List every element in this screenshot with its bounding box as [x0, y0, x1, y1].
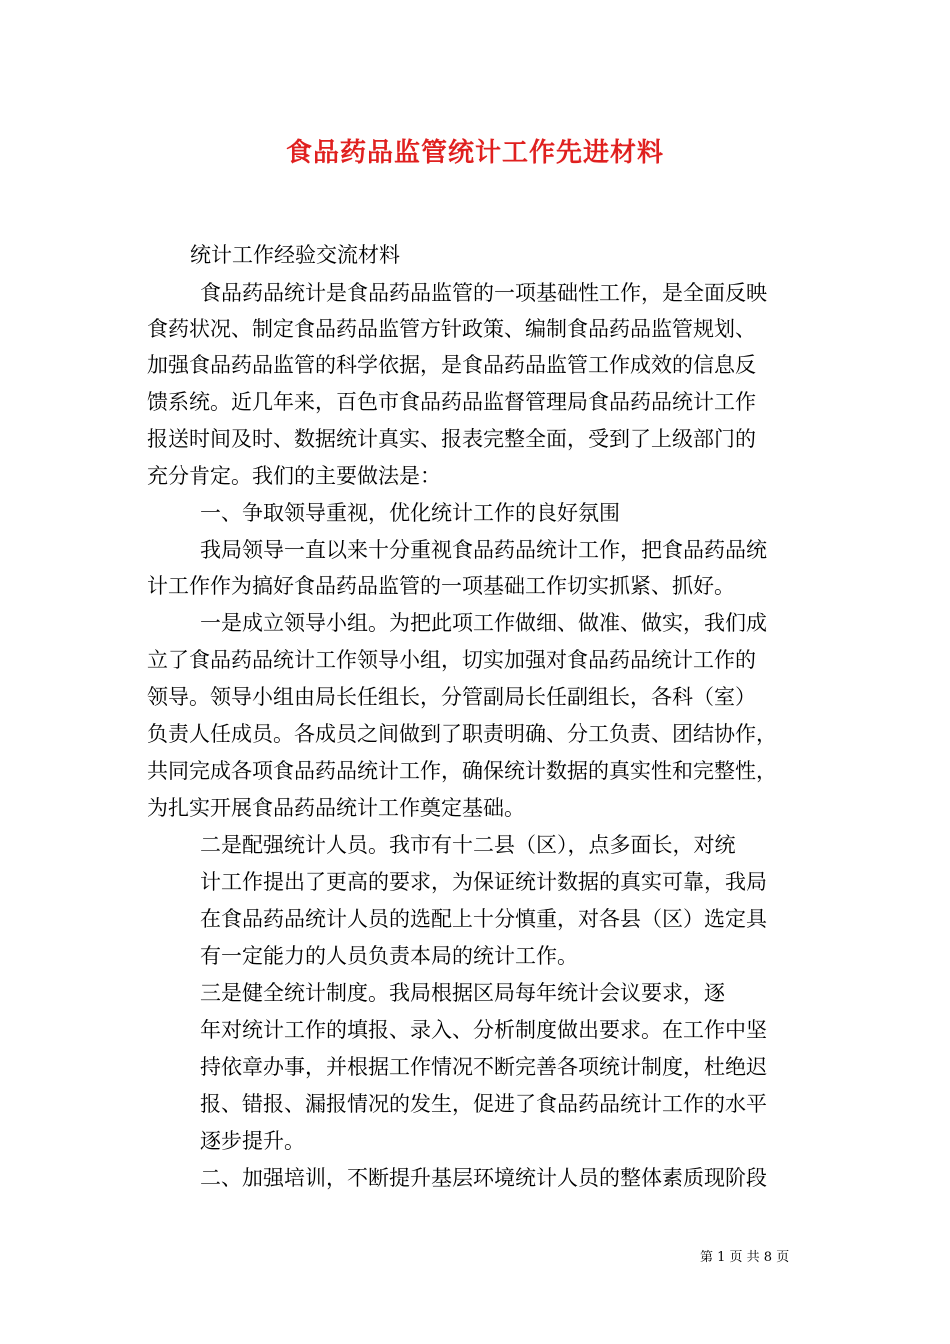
body-line: 计工作提出了更高的要求，为保证统计数据的真实可靠，我局	[200, 870, 767, 894]
section-heading: 二、加强培训，不断提升基层环境统计人员的整体素质现阶段	[200, 1166, 767, 1190]
page-number: 第 1 页 共 8 页	[700, 1250, 790, 1265]
body-line: 报送时间及时、数据统计真实、报表完整全面，受到了上级部门的	[147, 427, 756, 451]
body-line: 充分肯定。我们的主要做法是：	[147, 464, 441, 488]
body-line: 持依章办事，并根据工作情况不断完善各项统计制度，杜绝迟	[200, 1055, 767, 1079]
body-line: 三是健全统计制度。我局根据区局每年统计会议要求，逐	[200, 981, 725, 1005]
body-line: 为扎实开展食品药品统计工作奠定基础。	[147, 796, 525, 820]
body-line: 有一定能力的人员负责本局的统计工作。	[200, 944, 578, 968]
body-line: 加强食品药品监管的科学依据，是食品药品监管工作成效的信息反	[147, 353, 756, 377]
body-line: 二是配强统计人员。我市有十二县（区），点多面长，对统	[200, 833, 736, 857]
body-line: 在食品药品统计人员的选配上十分慎重，对各县（区）选定具	[200, 907, 767, 931]
body-line: 逐步提升。	[200, 1129, 305, 1153]
section-heading: 一、争取领导重视，优化统计工作的良好氛围	[200, 501, 620, 525]
body-line: 食药状况、制定食品药品监管方针政策、编制食品药品监管规划、	[147, 317, 756, 341]
body-line: 食品药品统计是食品药品监管的一项基础性工作，是全面反映	[200, 281, 767, 305]
body-line: 统计工作经验交流材料	[190, 243, 400, 267]
body-line: 我局领导一直以来十分重视食品药品统计工作，把食品药品统	[200, 538, 767, 562]
body-line: 立了食品药品统计工作领导小组，切实加强对食品药品统计工作的	[147, 648, 756, 672]
body-line: 负责人任成员。各成员之间做到了职责明确、分工负责、团结协作，	[147, 722, 777, 746]
body-line: 馈系统。近几年来，百色市食品药品监督管理局食品药品统计工作	[147, 390, 756, 414]
body-line: 年对统计工作的填报、录入、分析制度做出要求。在工作中坚	[200, 1018, 767, 1042]
body-line: 一是成立领导小组。为把此项工作做细、做准、做实，我们成	[200, 611, 767, 635]
document-title: 食品药品监管统计工作先进材料	[285, 138, 664, 168]
body-line: 报、错报、漏报情况的发生，促进了食品药品统计工作的水平	[200, 1092, 767, 1116]
body-line: 领导。领导小组由局长任组长，分管副局长任副组长，各科（室）	[147, 685, 756, 709]
body-line: 共同完成各项食品药品统计工作，确保统计数据的真实性和完整性，	[147, 759, 777, 783]
body-line: 计工作作为搞好食品药品监管的一项基础工作切实抓紧、抓好。	[147, 574, 735, 598]
